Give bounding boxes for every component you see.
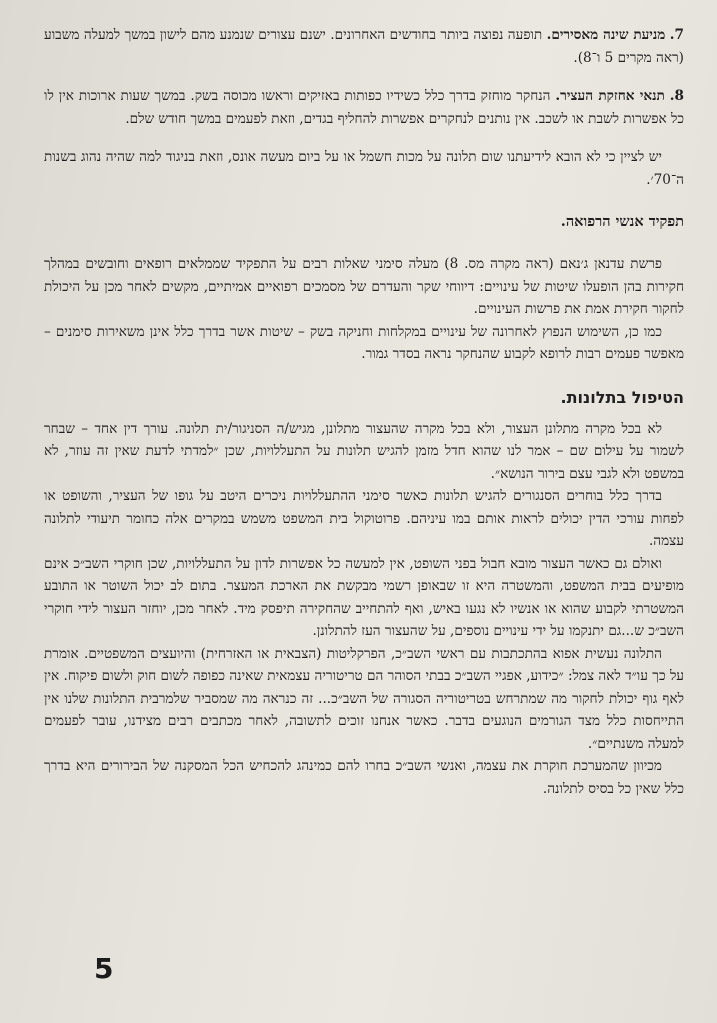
page-number: 5	[94, 952, 114, 985]
section-heading-medical: תפקיד אנשי הרפואה.	[560, 213, 684, 230]
item-title: תנאי אחזקת העציר.	[555, 88, 665, 104]
item-text: הנחקר מוחזק בדרך כלל כשידיו כפותות באזיקים וראשו מכוסה בשק. במשך שעות ארוכות אין לו כל אפשרות לשבת או לשכב. אין נותנים לנחקרים אפשרות להחליף בגדים, וזאת לפעמים במשך חודש שלם.	[44, 88, 684, 127]
item-number: 7.	[669, 27, 684, 43]
paragraph: בדרך כלל בוחרים הסנגורים להגיש תלונות כאשר סימני ההתעללויות ניכרים היטב על גופו של העציר, והשופט או לפחות עורכי הדין יכולים לראות אותם במו עיניהם. פרוטוקול בית המשפט משמש במקרים אלה כחומר תיעודי לתלונה עצמה.	[44, 488, 684, 549]
item-title: מניעת שינה מאסירים.	[546, 27, 666, 43]
document-page	[44, 24, 684, 800]
section-heading-complaints: הטיפול בתלונות.	[560, 387, 684, 407]
list-item-8	[44, 85, 684, 130]
paragraph: מכיוון שהמערכת חוקרת את עצמה, ואנשי השב״כ בחרו להם כמינהג להכחיש הכל המסקנה של הבירורים היא בדרך כלל שאין כל בסיס לתלונה.	[44, 758, 684, 797]
item-text: תופעה נפוצה ביותר בחודשים האחרונים. ישנם עצורים שנמנע מהם לישון במשך למעלה משבוע (ראה מקרים 5 ו־8).	[44, 27, 684, 66]
paragraph: פרשת עדנאן ג׳נאם (ראה מקרה מס. 8) מעלה סימני שאלות רבים על התפקיד שממלאים רופאים וחובשים במהלך חקירות בהן הופעלו שיטות של עינויים: דיווחי שקר והעדרם של מסמכים רפואיים אמיתיים, מקשים לאחר מכן על היכולת לחקור חקירת אמת את פרשות העינויים.	[44, 256, 684, 317]
list-item-7	[44, 24, 684, 69]
paragraph: התלונה נעשית אפוא בהתכתבות עם ראשי השב״כ, הפרקליטות (הצבאית או האזרחית) והיועצים המשפטיים. אומרת על כך עו״ד לאה צמל: ״כידוע, אפגיי השב״כ בבתי הסוהר הם טריטוריה עצמאית שאינה כפופה לשום חוק ולשום פיקוח. אין לאף גוף יכולת לחקור מה שמתרחש בטריטוריה הסגורה של השב״כ... זה כנראה מה שמסביר שלמרבית התלונות שלנו אין התייחסות כלל מצד הגורמים הנוגעים בדבר. כאשר אנחנו זוכים לתשובה, לאחר מכתבים רבים מצידנו, עובר לפעמים למעלה משנתיים״.	[44, 645, 684, 752]
paragraph: ואולם גם כאשר העצור מובא חבול בפני השופט, אין למעשה כל אפשרות לדון על התעללויות, שכן חוקרי השב״כ אינם מופיעים בבית המשפט, והמשטרה היא זו שבאופן רשמי מבקשת את הארכת המעצר. בתום לב יכול השוטר או התובע המשטרתי לקבוע שהוא או אנשיו לא נגעו באיש, ואף להתחייב שהחקירה תיפסק מיד. לאחר מכן, יוחזר העצור לידי חוקרי השב״כ ש...גם יתנקמו על ידי עינויים נוספים, על שהעצור העז להתלונן.	[44, 555, 684, 639]
paragraph: לא בכל מקרה מתלונן העצור, ולא בכל מקרה שהעצור מתלונן, מגיש/ה הסניגור/ית תלונה. עורך דין אחד – שבחר לשמור על עילום שם – אמר לנו שהוא חדל מזמן להגיש תלונות על התעללויות, שכן ״למדתי לדעת שאין זה עוזר, לא במשפט ולא לגבי עצם בירור הנושא״.	[44, 420, 684, 482]
item-number: 8.	[669, 88, 684, 104]
note-paragraph: יש לציין כי לא הובא לידיעתנו שום תלונה על מכות חשמל או על ביום מעשה אונס, וזאת בניגוד למה שהיה נהוג בשנות ה־70׳.	[44, 149, 684, 188]
paragraph: כמו כן, השימוש הנפוץ לאחרונה של עינויים במקלחות וחניקה בשק – שיטות אשר בדרך כלל אינן משאירות סימנים – מאפשר פעמים רבות לרופא לקבוע שהנחקר נראה בסדר גמור.	[44, 323, 684, 362]
